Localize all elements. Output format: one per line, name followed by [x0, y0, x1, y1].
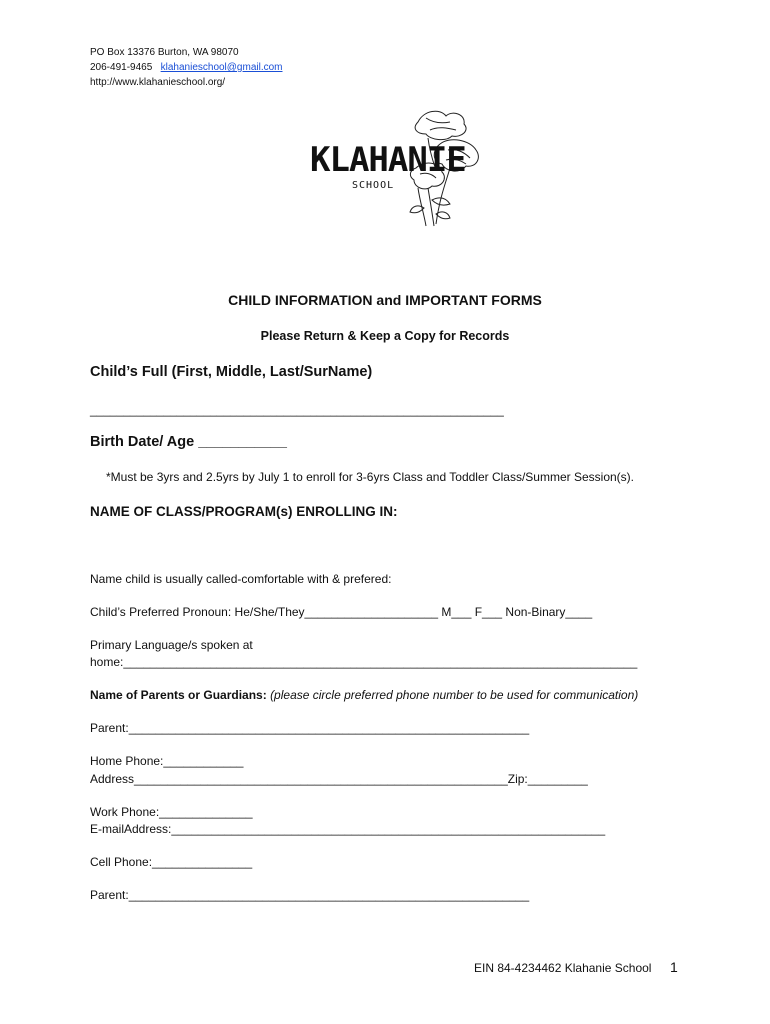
cell-phone-field[interactable]: Cell Phone:_______________	[90, 855, 253, 869]
language-field[interactable]: home:_____________________________________________________________________________	[90, 655, 638, 669]
preferred-name-field[interactable]: Name child is usually called-comfortable with & prefered:	[90, 572, 392, 586]
logo-subtitle: SCHOOL	[352, 180, 395, 191]
parent-1-field[interactable]: Parent:____________________________________________________________	[90, 721, 530, 735]
child-name-field[interactable]: ______________________________________________________________	[90, 403, 504, 417]
parents-label: Name of Parents or Guardians:	[90, 688, 267, 702]
work-phone-field[interactable]: Work Phone:______________	[90, 805, 253, 819]
home-phone-field[interactable]: Home Phone:____________	[90, 754, 244, 768]
logo-wordmark: KLAHANIE	[310, 140, 466, 180]
school-logo	[300, 104, 490, 229]
class-program-heading: NAME OF CLASS/PROGRAM(s) ENROLLING IN:	[90, 504, 398, 519]
school-address: PO Box 13376 Burton, WA 98070	[90, 47, 239, 58]
birth-date-field[interactable]: Birth Date/ Age ___________	[90, 434, 287, 450]
school-email-link[interactable]: klahanieschool@gmail.com	[160, 62, 283, 73]
address-field[interactable]: Address________________________________________________________Zip:_________	[90, 772, 588, 786]
school-phone: 206-491-9465	[90, 62, 153, 73]
form-subtitle: Please Return & Keep a Copy for Records	[260, 329, 510, 343]
form-title: CHILD INFORMATION and IMPORTANT FORMS	[228, 292, 542, 308]
pronoun-field[interactable]: Child’s Preferred Pronoun: He/She/They____________________ M___ F___ Non-Binary____	[90, 605, 593, 619]
parents-note: (please circle preferred phone number to be used for communication)	[270, 688, 639, 702]
email-address-field[interactable]: E-mailAddress:_________________________________________________________________	[90, 822, 606, 836]
page-number: 1	[670, 959, 678, 975]
contact-line	[90, 60, 283, 75]
age-requirement-note: *Must be 3yrs and 2.5yrs by July 1 to enroll for 3-6yrs Class and Toddler Class/Summer Session(s).	[106, 470, 634, 484]
parent-2-field[interactable]: Parent:____________________________________________________________	[90, 888, 530, 902]
child-name-heading: Child’s Full (First, Middle, Last/SurName)	[90, 364, 373, 380]
school-website: http://www.klahanieschool.org/	[90, 77, 226, 88]
parents-heading	[90, 688, 638, 702]
language-label: Primary Language/s spoken at	[90, 638, 253, 652]
footer-ein: EIN 84-4234462 Klahanie School	[474, 961, 652, 975]
